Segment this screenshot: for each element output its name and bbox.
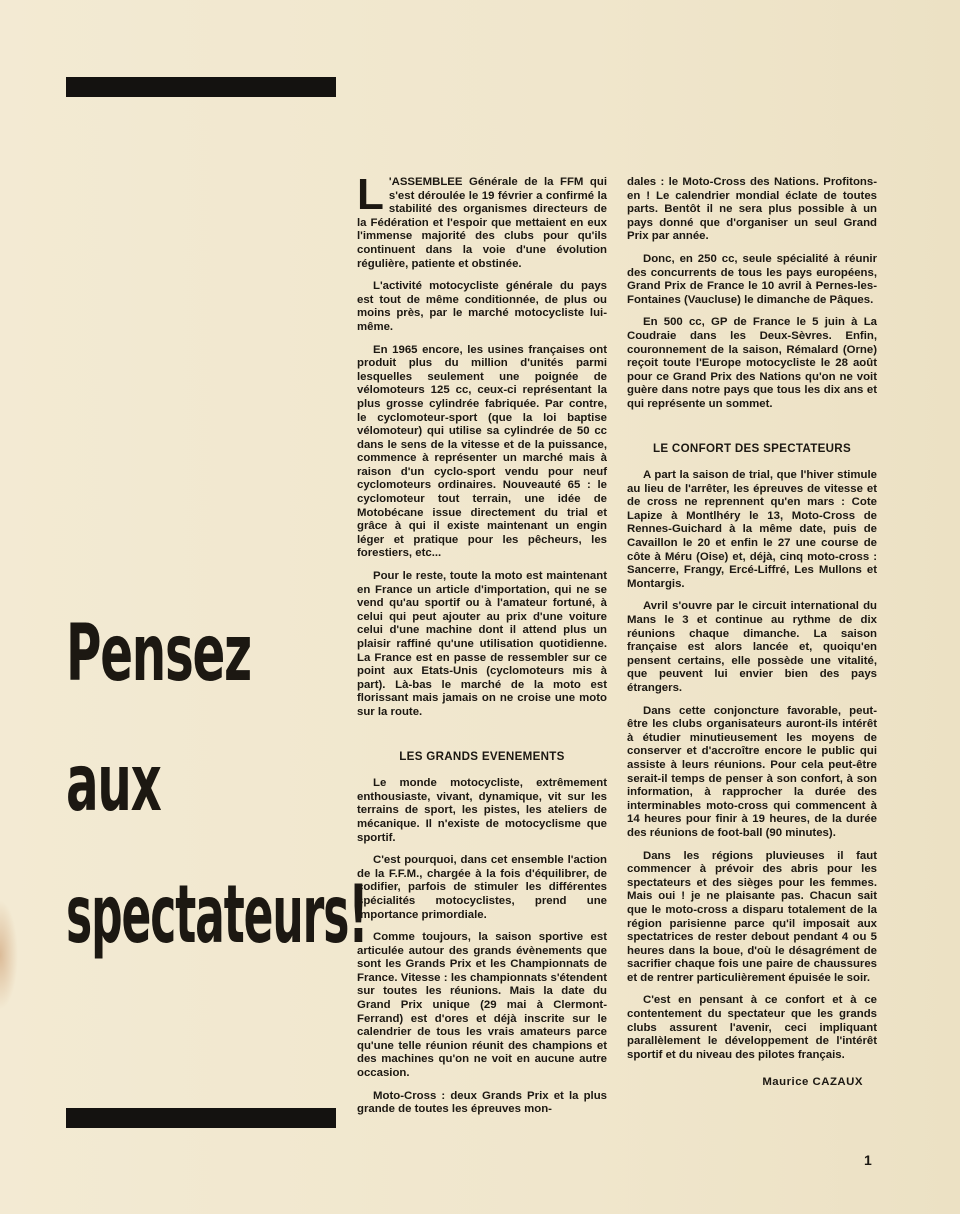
- bottom-rule-bar: [66, 1108, 336, 1128]
- headline-line-1: Pensez: [66, 609, 251, 699]
- drop-cap: L: [357, 170, 384, 219]
- paragraph: Moto-Cross : deux Grands Prix et la plus grande de toutes les épreuves mon-: [357, 1089, 607, 1116]
- paragraph: Comme toujours, la saison sportive est articulée autour des grands évènements que sont les Grands Prix et les Championnats de France. Vitesse : les championnats s'étendent sur toutes les réunions. Mais la date du Grand Prix unique (29 mai à Clermont-Ferrand) est d'ores et déjà inscrite sur le calendrier de tous les vrais amateurs parce qu'une telle réunion réunit des champions et des machines qu'on ne voit en aucune autre occasion.: [357, 931, 607, 1080]
- headline-line-3: spectateurs!: [66, 868, 368, 961]
- paragraph: C'est pourquoi, dans cet ensemble l'action de la F.F.M., chargée à la fois d'équilibrer, de codifier, parfois de stimuler les différentes spécialités motocyclistes, prend une importance primordiale.: [357, 854, 607, 921]
- paragraph: Dans les régions pluvieuses il faut commencer à prévoir des abris pour les spectateurs et des sièges pour les femmes. Mais oui ! je ne plaisante pas. Chacun sait que le moto-cross a disparu totalement de la région parisienne parce qu'il imposait aux spectatrices de rester debout pendant 4 ou 5 heures dans la boue, d'où le désagrément de sacrifier chaque fois une paire de chaussures et de rentrer particulièrement épuisée le soir.: [627, 849, 877, 984]
- paragraph: En 1965 encore, les usines françaises ont produit plus du million d'unités parmi lesquelles seulement une poignée de vélomoteurs 125 cc, ceux-ci représentant la plus grosse cylindrée fabriquée. Par contre, le cyclomoteur-sport (que la loi baptise vélomoteur) qui utilise sa cylindrée de 50 cc dans le sens de la vitesse et de la puissance, commence à représenter un marché mais à raison d'un cyclo-sport vendu pour neuf cyclomoteurs ordinaires. Nouveauté 65 : le cyclomoteur tout terrain, une idée de Motobécane issue directement du trial et grâce à qui il existe maintenant un engin léger et pratique pour les pêcheurs, les forestiers, etc...: [357, 343, 607, 560]
- top-rule-bar: [66, 77, 336, 97]
- paragraph: L'activité motocycliste générale du pays est tout de même conditionnée, de plus ou moins près, par le marché motocycliste lui-même.: [357, 280, 607, 333]
- headline-line-2: aux: [66, 739, 161, 829]
- article-column-1: [357, 170, 607, 1126]
- paragraph: En 500 cc, GP de France le 5 juin à La Coudraie dans les Deux-Sèvres. Enfin, couronnement de la saison, Rémalard (Orne) reçoit toute l'Europe motocycliste le 28 août pour ce Grand Prix des Nations qu'on ne voit guère dans notre pays que tous les dix ans et qui représente un sommet.: [627, 316, 877, 410]
- article-column-2: [627, 176, 877, 1090]
- paper-stain: [0, 900, 18, 1010]
- paragraph: Le monde motocycliste, extrêmement enthousiaste, vivant, dynamique, vit sur les terrains de sport, les pistes, les ateliers de mécanique. Il n'existe de motocyclisme que sportif.: [357, 777, 607, 844]
- section-heading-grands-evenements: LES GRANDS EVENEMENTS: [399, 749, 565, 763]
- paragraph: Donc, en 250 cc, seule spécialité à réunir des concurrents de tous les pays européens, Grand Prix de France le 10 avril à Pernes-les-Fontaines (Vaucluse) le dimanche de Pâques.: [627, 252, 877, 306]
- paragraph: A part la saison de trial, que l'hiver stimule au lieu de l'arrêter, les épreuves de vitesse et de cross ne reprennent qu'en mars : Cote Lapize à Montlhéry le 13, Moto-Cross de Rennes-Guichard à la même date, puis de Cavaillon le 20 et enfin le 27 une course de côte à Méru (Oise) et, déjà, cinq moto-cross : Sancerre, Frangy, Ercé-Liffré, Les Mullons et Montargis.: [627, 469, 877, 590]
- author-signature: Maurice CAZAUX: [762, 1076, 863, 1089]
- section-heading-confort: LE CONFORT DES SPECTATEURS: [652, 441, 852, 455]
- page-number: 1: [864, 1152, 872, 1168]
- paragraph: Pour le reste, toute la moto est maintenant en France un article d'importation, qui ne se vend qu'au sportif ou à l'amateur fortuné, à celui qui peut ajouter au prix d'une voiture celui d'une machine dont il attend plus un plaisir raffiné qu'une utilisation quotidienne. La France est en passe de ressembler sur ce point aux Etats-Unis (cyclomoteurs mis à part). Là-bas le marché de la moto est florissant mais jamais on ne croise une moto sur la route.: [357, 570, 607, 718]
- paragraph: Dans cette conjoncture favorable, peut-être les clubs organisateurs auront-ils intérêt à étudier minutieusement les moyens de conserver et d'accroître encore le public qui assiste à leurs réunions. Pour cela peut-être serait-il temps de penser à son confort, à son information, à rapprocher la durée des interminables moto-cross qui commencent à 14 heures pour finir à 19 heures, de la durée des réunions de foot-ball (90 minutes).: [627, 704, 877, 839]
- paragraph: Avril s'ouvre par le circuit international du Mans le 3 et continue au rythme de dix réunions chaque dimanche. La saison française est alors lancée et, quoiqu'en pensent certains, elle possède une vitalité, que peuvent lui envier bien des pays étrangers.: [627, 600, 877, 694]
- headline: [66, 609, 368, 961]
- paragraph: C'est en pensant à ce confort et à ce contentement du spectateur que les grands clubs assurent l'avenir, ceci impliquant parallèlement le développement de l'intérêt sportif et du niveau des pilotes français.: [627, 994, 877, 1061]
- paragraph: dales : le Moto-Cross des Nations. Profitons-en ! Le calendrier mondial éclate de toutes parts. Bentôt il ne sera plus possible à un pays donné que d'organiser un seul Grand Prix par année.: [627, 176, 877, 243]
- paragraph: L 'ASSEMBLEE Générale de la FFM qui s'est déroulée le 19 février a confirmé la stabilité des organismes directeurs de la Fédération et l'espoir que mettaient en eux l'immense majorité des clubs pour qu'ils continuent dans la voie d'une évolution régulière, patiente et obstinée.: [357, 170, 607, 270]
